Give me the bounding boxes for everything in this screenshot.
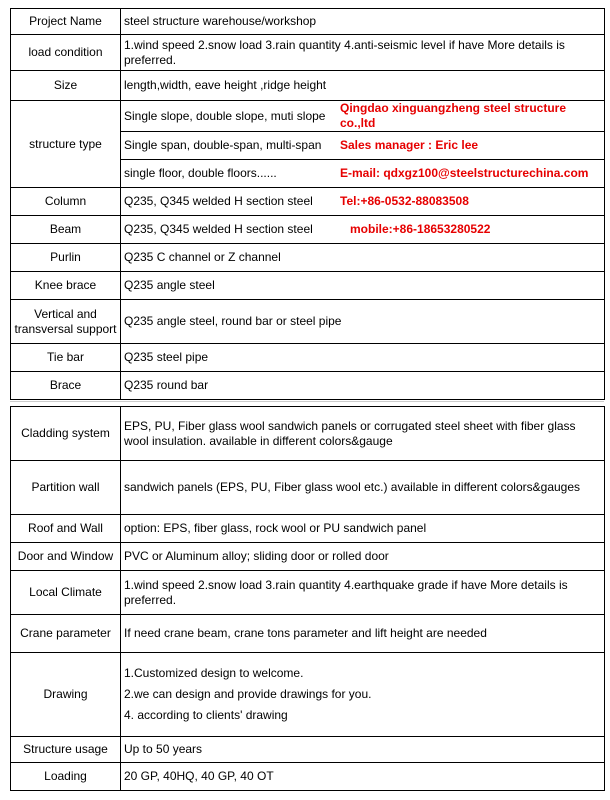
- row-label: Crane parameter: [11, 615, 121, 653]
- table-row: [11, 571, 605, 615]
- row-label: Loading: [11, 763, 121, 791]
- row-label: Local Climate: [11, 571, 121, 615]
- table-row: [11, 461, 605, 515]
- row-label: Knee brace: [11, 272, 121, 300]
- table-row: [11, 244, 605, 272]
- drawing-line: 4. according to clients' drawing: [124, 708, 288, 722]
- row-value: length,width, eave height ,ridge height: [121, 71, 605, 101]
- row-value-text: Q235, Q345 welded H section steel: [124, 222, 313, 236]
- row-label: Cladding system: [11, 407, 121, 461]
- row-label: Size: [11, 71, 121, 101]
- table-row: [11, 407, 605, 461]
- row-value: 20 GP, 40HQ, 40 GP, 40 OT: [121, 763, 605, 791]
- spec-table-top: [10, 8, 605, 400]
- row-value: steel structure warehouse/workshop: [121, 9, 605, 35]
- structure-type-value: single floor, double floors......: [124, 166, 277, 180]
- telephone: Tel:+86-0532-88083508: [340, 194, 469, 208]
- table-row: [11, 372, 605, 400]
- row-value: [121, 101, 605, 132]
- row-value: [121, 653, 605, 737]
- row-label: Purlin: [11, 244, 121, 272]
- table-row: [11, 515, 605, 543]
- row-value: If need crane beam, crane tons parameter and lift height are needed: [121, 615, 605, 653]
- structure-type-value: Single span, double-span, multi-span: [124, 138, 322, 152]
- row-value: Up to 50 years: [121, 737, 605, 763]
- table-row: [11, 344, 605, 372]
- row-label: Beam: [11, 216, 121, 244]
- row-label: Partition wall: [11, 461, 121, 515]
- row-value: PVC or Aluminum alloy; sliding door or rolled door: [121, 543, 605, 571]
- table-row: [11, 71, 605, 101]
- row-label: Project Name: [11, 9, 121, 35]
- section-divider: [10, 401, 604, 402]
- row-label: Vertical and transversal support: [11, 300, 121, 344]
- row-value: 1.wind speed 2.snow load 3.rain quantity 4.anti-seismic level if have More details is preferred.: [121, 35, 605, 71]
- table-row: [11, 216, 605, 244]
- email-address: E-mail: qdxgz100@steelstructurechina.com: [340, 166, 589, 180]
- structure-type-value: Single slope, double slope, muti slope: [124, 108, 326, 123]
- row-label: structure type: [11, 101, 121, 188]
- row-value: Q235 C channel or Z channel: [121, 244, 605, 272]
- row-label: Roof and Wall: [11, 515, 121, 543]
- row-value: option: EPS, fiber glass, rock wool or PU sandwich panel: [121, 515, 605, 543]
- row-value: 1.wind speed 2.snow load 3.rain quantity 4.earthquake grade if have More details is preferred.: [121, 571, 605, 615]
- sales-manager: Sales manager : Eric lee: [340, 138, 479, 152]
- table-row: [11, 101, 605, 132]
- row-value: Q235 angle steel, round bar or steel pipe: [121, 300, 605, 344]
- row-value: Q235 steel pipe: [121, 344, 605, 372]
- table-row: [11, 615, 605, 653]
- company-name: Qingdao xinguangzheng steel structure co.,ltd: [340, 101, 567, 130]
- table-row: [11, 300, 605, 344]
- row-label: load condition: [11, 35, 121, 71]
- row-label: Brace: [11, 372, 121, 400]
- table-row: [11, 35, 605, 71]
- table-row: [11, 272, 605, 300]
- row-label: Door and Window: [11, 543, 121, 571]
- row-value: [121, 160, 605, 188]
- row-label: Structure usage: [11, 737, 121, 763]
- table-row: [11, 737, 605, 763]
- row-label: Column: [11, 188, 121, 216]
- table-row: [11, 763, 605, 791]
- row-value: sandwich panels (EPS, PU, Fiber glass wool etc.) available in different colors&gauges: [121, 461, 605, 515]
- table-row: [11, 188, 605, 216]
- drawing-line: 1.Customized design to welcome.: [124, 666, 304, 680]
- row-value-text: Q235, Q345 welded H section steel: [124, 194, 313, 208]
- row-value: EPS, PU, Fiber glass wool sandwich panels or corrugated steel sheet with fiber glass wool insulation. available in different colors&gauge: [121, 407, 605, 461]
- row-value: [121, 216, 605, 244]
- row-label: Drawing: [11, 653, 121, 737]
- table-row: [11, 9, 605, 35]
- spec-table-bottom: [10, 406, 605, 791]
- drawing-line: 2.we can design and provide drawings for you.: [124, 687, 372, 701]
- row-value: Q235 round bar: [121, 372, 605, 400]
- row-value: [121, 132, 605, 160]
- row-value: [121, 188, 605, 216]
- mobile: mobile:+86-18653280522: [350, 222, 491, 236]
- row-value: Q235 angle steel: [121, 272, 605, 300]
- table-row: [11, 653, 605, 737]
- row-label: Tie bar: [11, 344, 121, 372]
- table-row: [11, 543, 605, 571]
